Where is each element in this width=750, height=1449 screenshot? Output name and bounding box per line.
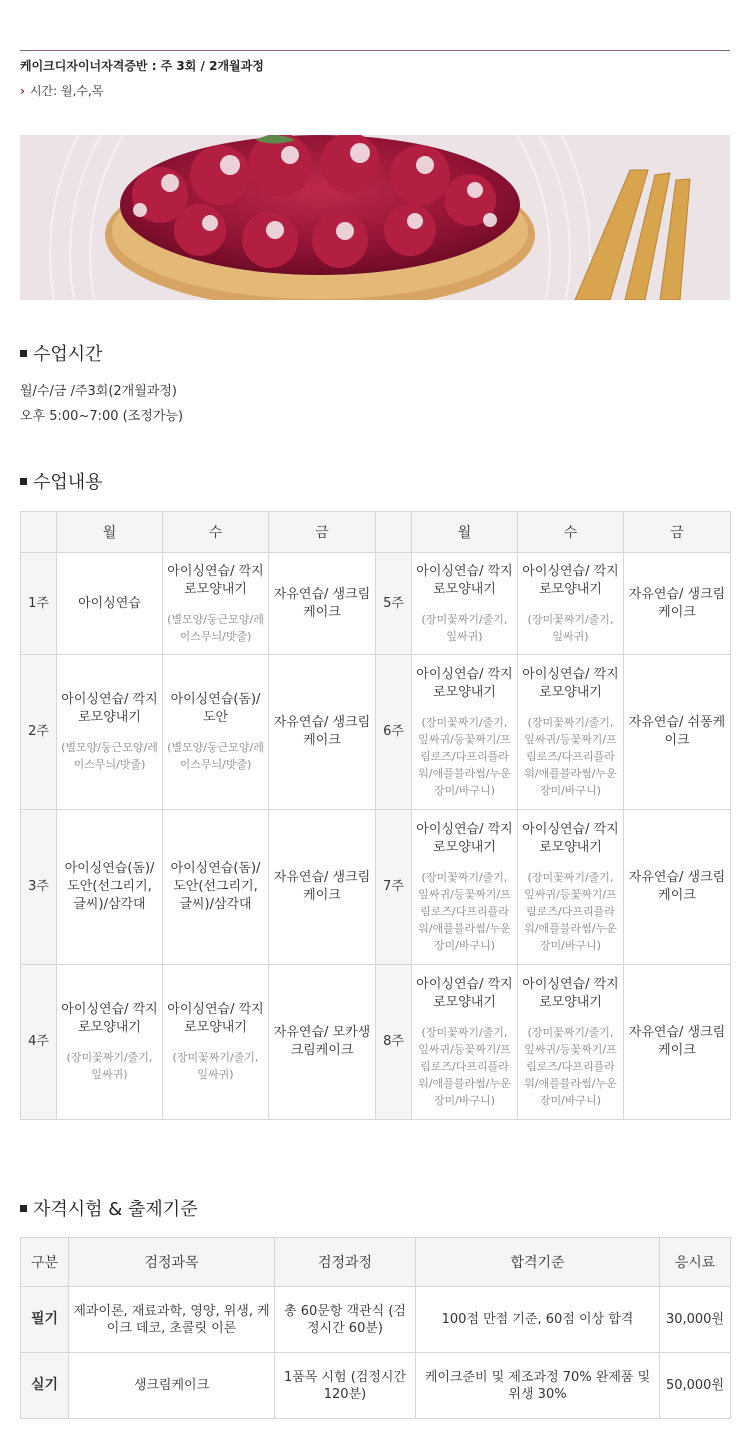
- lesson-cell: 자유연습/ 생크림케이크: [269, 553, 376, 655]
- lesson-cell: 아이싱연습/ 깍지로모양내기 (장미꽃짜기/줄기, 잎싸귀/등꽃짜기/프림로즈/다프리플라워/애플블라썸/누운장미/바구니): [518, 810, 624, 965]
- header-subject: 검정과목: [69, 1238, 275, 1287]
- week-label: 6주: [376, 655, 412, 810]
- course-title: 케이크디자이너자격증반 : 주 3회 / 2개월과정: [20, 59, 264, 73]
- week-label: 7주: [376, 810, 412, 965]
- class-time-heading: 수업시간: [20, 340, 103, 366]
- exam-fee: 30,000원: [660, 1287, 731, 1353]
- hero-image: [20, 135, 730, 300]
- lesson-cell: 자유연습/ 생크림케이크: [624, 965, 731, 1120]
- square-bullet-icon: [20, 478, 27, 485]
- course-time-text: 시간: 월,수,목: [29, 84, 104, 98]
- header-fee: 응시료: [660, 1238, 731, 1287]
- lesson-cell: 아이싱연습/ 깍지로모양내기 (장미꽃짜기/줄기, 잎싸귀): [518, 553, 624, 655]
- lesson-cell: 아이싱연습/ 깍지로모양내기 (장미꽃짜기/줄기, 잎싸귀/등꽃짜기/프림로즈/다프리플라워/애플블라썸/누운장미/바구니): [412, 810, 518, 965]
- week-label: 2주: [21, 655, 57, 810]
- header-fri: 금: [624, 512, 731, 553]
- top-divider: [20, 50, 730, 51]
- exam-criteria: 케이크준비 및 제조과정 70% 완제품 및 위생 30%: [416, 1353, 660, 1419]
- table-row: [21, 553, 731, 655]
- lesson-cell: 아이싱연습: [57, 553, 163, 655]
- course-time: [20, 82, 103, 99]
- arrow-right-icon: ›: [20, 84, 25, 98]
- class-content-heading: 수업내용: [20, 468, 103, 494]
- lesson-cell: 아이싱연습/ 깍지로모양내기 (장미꽃짜기/줄기, 잎싸귀/등꽃짜기/프림로즈/다프리플라워/애플블라썸/누운장미/바구니): [518, 655, 624, 810]
- week-label: 1주: [21, 553, 57, 655]
- header-criteria: 합격기준: [416, 1238, 660, 1287]
- lesson-cell: 자유연습/ 모카생크림케이크: [269, 965, 376, 1120]
- header-fri: 금: [269, 512, 376, 553]
- lesson-cell: 아이싱연습/ 깍지로모양내기 (장미꽃짜기/줄기, 잎싸귀/등꽃짜기/프림로즈/다프리플라워/애플블라썸/누운장미/바구니): [412, 965, 518, 1120]
- table-row: [21, 655, 731, 810]
- table-row: [21, 1353, 731, 1419]
- schedule-header-row: [21, 512, 731, 553]
- lesson-cell: 자유연습/ 생크림케이크: [624, 810, 731, 965]
- exam-subject: 제과이론, 재료과학, 영양, 위생, 케이크 데코, 초콜릿 이론: [69, 1287, 275, 1353]
- exam-fee: 50,000원: [660, 1353, 731, 1419]
- class-time-line2: 오후 5:00~7:00 (조정가능): [20, 409, 184, 424]
- lesson-cell: 아이싱연습/ 깍지로모양내기 (장미꽃짜기/줄기, 잎싸귀): [412, 553, 518, 655]
- lesson-cell: 자유연습/ 생크림케이크: [269, 655, 376, 810]
- lesson-cell: 아이싱연습/ 깍지로모양내기 (장미꽃짜기/줄기, 잎싸귀): [163, 965, 269, 1120]
- table-row: [21, 810, 731, 965]
- table-row: [21, 1287, 731, 1353]
- square-bullet-icon: [20, 1205, 27, 1212]
- exam-type-label: 필기: [21, 1287, 69, 1353]
- exam-criteria: 100점 만점 기준, 60점 이상 합격: [416, 1287, 660, 1353]
- lesson-cell: 아이싱연습(돔)/ 도안(선그리기, 글씨)/삼각대: [163, 810, 269, 965]
- lesson-cell: 아이싱연습(돔)/ 도안(선그리기, 글씨)/삼각대: [57, 810, 163, 965]
- lesson-cell: 아이싱연습(돔)/ 도안 (별모양/둥근모양/레이스무늬/밧줄): [163, 655, 269, 810]
- header-mon: 월: [57, 512, 163, 553]
- raspberry-tart-photo: [20, 135, 730, 300]
- week-label: 5주: [376, 553, 412, 655]
- lesson-cell: 자유연습/ 생크림케이크: [624, 553, 731, 655]
- week-header-blank: [21, 512, 57, 553]
- header-category: 구분: [21, 1238, 69, 1287]
- header-wed: 수: [163, 512, 269, 553]
- week-label: 3주: [21, 810, 57, 965]
- lesson-cell: 자유연습/ 생크림케이크: [269, 810, 376, 965]
- header-mon: 월: [412, 512, 518, 553]
- schedule-table: [20, 511, 731, 1120]
- table-row: [21, 965, 731, 1120]
- exam-process: 총 60문항 객관식 (검정시간 60분): [275, 1287, 416, 1353]
- week-label: 8주: [376, 965, 412, 1120]
- exam-type-label: 실기: [21, 1353, 69, 1419]
- exam-table: [20, 1237, 731, 1419]
- class-time-line1: 월/수/금 /주3회(2개월과정): [20, 384, 177, 399]
- exam-subject: 생크림케이크: [69, 1353, 275, 1419]
- lesson-cell: 아이싱연습/ 깍지로모양내기 (장미꽃짜기/줄기, 잎싸귀/등꽃짜기/프림로즈/다프리플라워/애플블라썸/누운장미/바구니): [412, 655, 518, 810]
- lesson-cell: 아이싱연습/ 깍지로모양내기 (장미꽃짜기/줄기, 잎싸귀): [57, 965, 163, 1120]
- lesson-cell: 아이싱연습/ 깍지로모양내기 (별모양/둥근모양/레이스무늬/밧줄): [57, 655, 163, 810]
- exam-process: 1품목 시험 (검정시간 120분): [275, 1353, 416, 1419]
- header-wed: 수: [518, 512, 624, 553]
- square-bullet-icon: [20, 350, 27, 357]
- lesson-cell: 아이싱연습/ 깍지로모양내기 (장미꽃짜기/줄기, 잎싸귀/등꽃짜기/프림로즈/다프리플라워/애플블라썸/누운장미/바구니): [518, 965, 624, 1120]
- lesson-cell: 자유연습/ 쉬퐁케이크: [624, 655, 731, 810]
- exam-header-row: [21, 1238, 731, 1287]
- week-label: 4주: [21, 965, 57, 1120]
- exam-heading: 자격시험 & 출제기준: [20, 1195, 198, 1221]
- week-header-blank: [376, 512, 412, 553]
- lesson-cell: 아이싱연습/ 깍지로모양내기 (별모양/둥근모양/레이스무늬/밧줄): [163, 553, 269, 655]
- header-process: 검정과정: [275, 1238, 416, 1287]
